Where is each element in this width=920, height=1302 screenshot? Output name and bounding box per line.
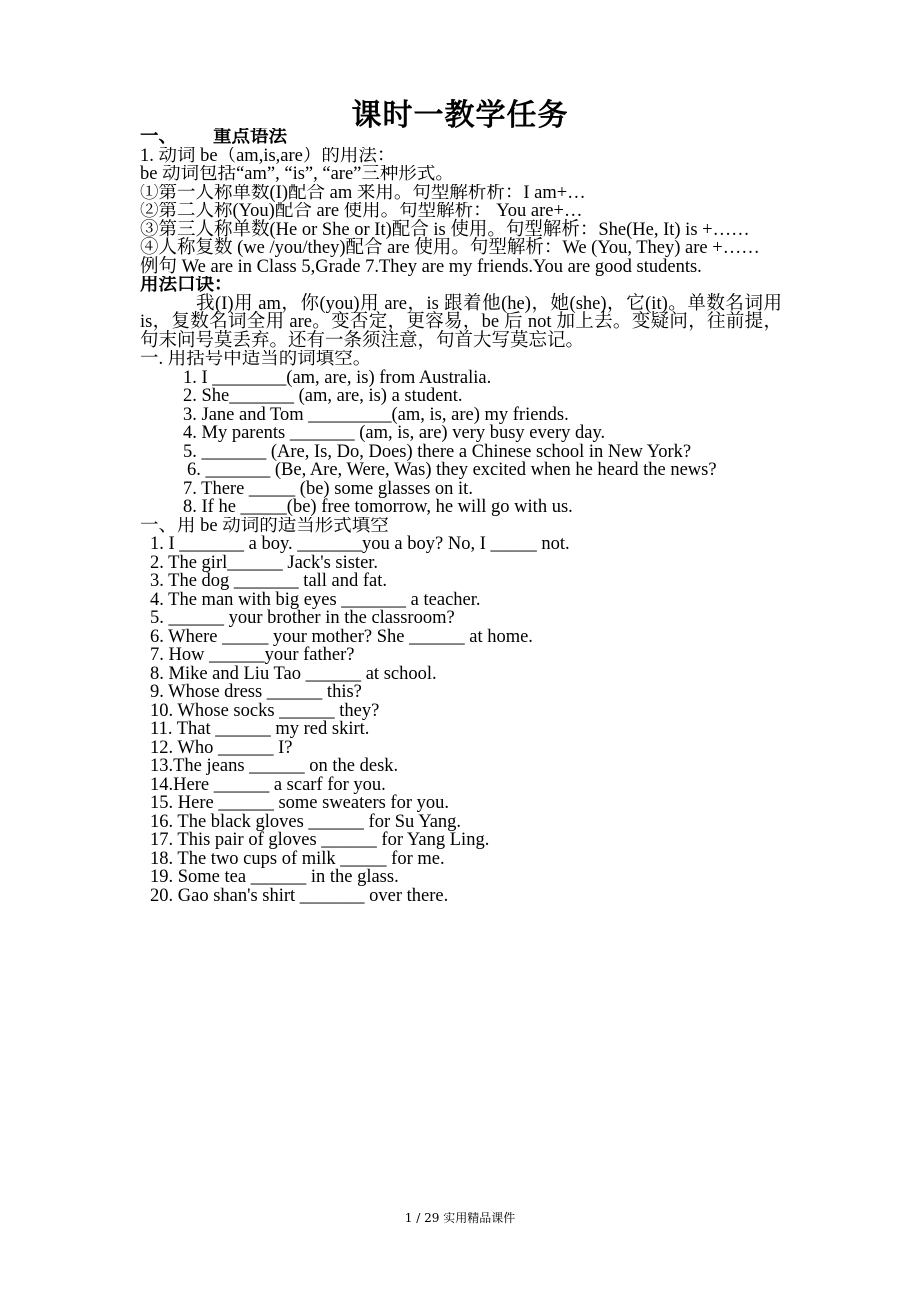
document-body xyxy=(140,128,782,905)
exercise2-item-16: 16. The black gloves ______ for Su Yang. xyxy=(150,812,462,831)
exercise2-item-10: 10. Whose socks ______ they? xyxy=(150,701,380,720)
grammar-heading-number: 一、 xyxy=(140,128,178,147)
grammar-rule-3: ③第三人称单数(He or She or It)配合 is 使用。句型解析：She(He, It) is +…… xyxy=(140,219,750,240)
exercise2-item-20: 20. Gao shan's shirt _______ over there. xyxy=(150,886,449,905)
page-footer: 1 / 29 实用精品课件 xyxy=(404,1211,516,1225)
exercise2-item-6: 6. Where _____ your mother? She ______ at home. xyxy=(150,627,533,646)
exercise2-item-11: 11. That ______ my red skirt. xyxy=(150,720,370,739)
exercise2-item-2: 2. The girl______ Jack's sister. xyxy=(150,553,379,572)
grammar-line-1: 1. 动词 be（am,is,are）的用法： xyxy=(140,146,396,165)
page-title: 课时一教学任务 xyxy=(351,99,569,132)
exercise2-item-1: 1. I _______ a boy. _______you a boy? No, I _____ not. xyxy=(150,535,570,554)
grammar-rule-2: ②第二人称(You)配合 are 使用。句型解析： You are+… xyxy=(140,202,583,221)
exercise2-item-7: 7. How ______your father? xyxy=(150,646,355,665)
exercise2-item-13: 13.The jeans ______ on the desk. xyxy=(150,757,399,776)
grammar-example: 例句 We are in Class 5,Grade 7.They are my friends.You are good students. xyxy=(140,256,702,277)
exercise2-heading: 一、用 be 动词的适当形式填空 xyxy=(140,516,389,535)
exercise1-heading: 一. 用括号中适当的词填空。 xyxy=(140,350,372,369)
exercise1-item-6: 6. _______ (Be, Are, Were, Was) they excited when he heard the news? xyxy=(187,460,717,480)
mnemonic-heading: 用法口诀： xyxy=(140,276,233,295)
exercise1-item-4: 4. My parents _______ (am, is, are) very busy every day. xyxy=(183,424,606,443)
grammar-heading-text: 重点语法 xyxy=(213,128,288,147)
exercise1-item-1: 1. I ________(am, are, is) from Australia. xyxy=(183,368,492,387)
exercise2-item-3: 3. The dog _______ tall and fat. xyxy=(150,572,388,591)
exercise2-item-17: 17. This pair of gloves ______ for Yang Ling. xyxy=(150,831,490,850)
exercise2-item-15: 15. Here ______ some sweaters for you. xyxy=(150,794,450,813)
exercise2-item-5: 5. ______ your brother in the classroom? xyxy=(150,609,455,628)
exercise1-item-8: 8. If he _____(be) free tomorrow, he will go with us. xyxy=(183,498,573,517)
exercise2-item-9: 9. Whose dress ______ this? xyxy=(150,683,362,702)
exercise2-item-8: 8. Mike and Liu Tao ______ at school. xyxy=(150,664,437,683)
grammar-heading xyxy=(140,128,782,147)
exercise2-item-14: 14.Here ______ a scarf for you. xyxy=(150,775,386,794)
grammar-rule-4: ④人称复数 (we /you/they)配合 are 使用。句型解析：We (You, They) are +…… xyxy=(140,238,760,258)
exercise1-item-3: 3. Jane and Tom _________(am, is, are) my friends. xyxy=(183,405,569,424)
exercise1-item-2: 2. She_______ (am, are, is) a student. xyxy=(183,387,463,406)
exercise2-item-18: 18. The two cups of milk _____ for me. xyxy=(150,849,445,868)
exercise1-item-7: 7. There _____ (be) some glasses on it. xyxy=(183,479,473,498)
mnemonic-text: 我(I)用 am，你(you)用 are，is 跟着他(he)，她(she)，它(it)。单数名词用 is，复数名词全用 are。变否定，更容易，be 后 not 加上去。变疑问，往前提，句末问号莫丢弃。还有一条须注意，句首大写莫忘记。 xyxy=(140,293,782,351)
exercise2-item-19: 19. Some tea ______ in the glass. xyxy=(150,868,399,887)
grammar-line-2: be 动词包括“am”, “is”, “are”三种形式。 xyxy=(140,165,454,184)
exercise1-item-5: 5. _______ (Are, Is, Do, Does) there a Chinese school in New York? xyxy=(183,442,692,461)
exercise2-item-4: 4. The man with big eyes _______ a teacher. xyxy=(150,590,481,609)
exercise2-item-12: 12. Who ______ I? xyxy=(150,738,293,757)
grammar-rule-1: ①第一人称单数(I)配合 am 来用。句型解析析：I am+… xyxy=(140,183,586,202)
